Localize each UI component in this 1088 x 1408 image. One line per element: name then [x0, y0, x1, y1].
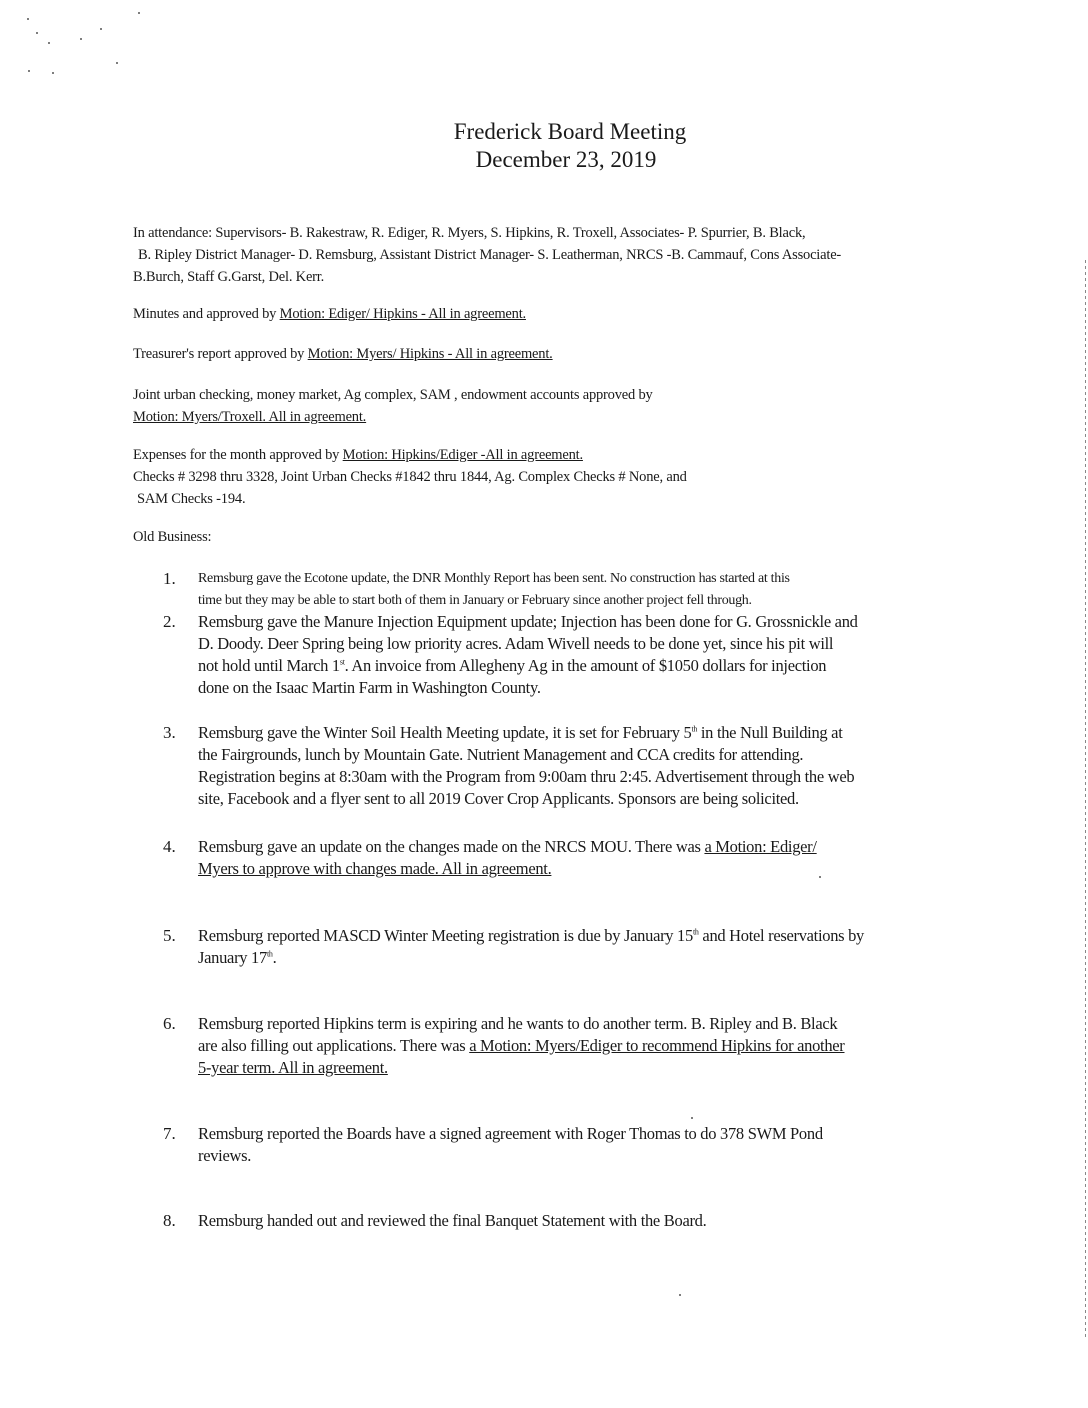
- attendance-line: B. Ripley District Manager- D. Remsburg, Assistant District Manager- S. Leatherman, NRCS -B. Cammauf, Cons Associate-: [138, 247, 842, 263]
- attendance-line: In attendance: Supervisors- B. Rakestraw, R. Ediger, R. Myers, S. Hipkins, R. Troxell, Associates- P. Spurrier, B. Black,: [133, 225, 806, 241]
- treasurer-text: Treasurer's report approved by: [133, 346, 308, 362]
- item-text: [198, 1210, 1018, 1232]
- speck: [116, 62, 118, 64]
- item-number: 2.: [163, 612, 176, 631]
- speck: [691, 1117, 693, 1119]
- item-text: [198, 722, 1018, 810]
- item-line-text: are also filling out applications. There was: [198, 1036, 470, 1055]
- item-line: the Fairgrounds, lunch by Mountain Gate. Nutrient Management and CCA credits for attending.: [198, 745, 804, 764]
- item-line: Remsburg handed out and reviewed the final Banquet Statement with the Board.: [198, 1211, 707, 1230]
- expenses-paragraph: [133, 444, 1013, 510]
- ordinal-suffix: th: [266, 949, 273, 959]
- item-line: done on the Isaac Martin Farm in Washington County.: [198, 678, 541, 697]
- item-line-text: Remsburg gave an update on the changes made on the NRCS MOU. There was: [198, 837, 705, 856]
- item-text: [198, 1123, 1018, 1167]
- item-line: Remsburg gave the Ecotone update, the DNR Monthly Report has been sent. No construction has started at this: [198, 571, 790, 586]
- ordinal-suffix: st: [339, 657, 345, 667]
- item-line: [198, 836, 1018, 858]
- speck: [138, 12, 140, 14]
- item-line: Remsburg reported the Boards have a signed agreement with Roger Thomas to do 378 SWM Pond: [198, 1124, 823, 1143]
- item-number: 1.: [163, 569, 176, 588]
- item-line: D. Doody. Deer Spring being low priority acres. Adam Wivell needs to be done yet, since his pit will: [198, 634, 834, 653]
- item-text: [198, 925, 1018, 969]
- item-text: [198, 568, 1018, 612]
- motion-text: 5-year term. All in agreement.: [198, 1058, 388, 1077]
- expenses-line: [133, 444, 1013, 466]
- item-line-text: not hold until March 1: [198, 656, 340, 675]
- minutes-line: [133, 303, 1013, 325]
- speck: [36, 32, 38, 34]
- treasurer-motion: Motion: Myers/ Hipkins - All in agreement.: [307, 346, 553, 362]
- expenses-sam: SAM Checks -194.: [137, 491, 246, 507]
- treasurer-paragraph: [133, 343, 1013, 365]
- item-text: [198, 836, 1018, 880]
- item-number: 8.: [163, 1211, 176, 1230]
- treasurer-line: [133, 343, 1013, 365]
- item-text: [198, 611, 1018, 699]
- item-line-text: and Hotel reservations by: [698, 926, 864, 945]
- item-line-text: .: [272, 948, 277, 967]
- minutes-motion: Motion: Ediger/ Hipkins - All in agreement.: [279, 306, 526, 322]
- item-line: [198, 1035, 1018, 1057]
- item-line: time but they may be able to start both of them in January or February since another project fell through.: [198, 593, 752, 608]
- speck: [28, 70, 30, 72]
- expenses-motion: Motion: Hipkins/Ediger -All in agreement.: [342, 447, 583, 463]
- motion-text: Myers to approve with changes made. All in agreement.: [198, 859, 552, 878]
- item-number: 7.: [163, 1124, 176, 1143]
- item-line-text: January 17: [198, 948, 267, 967]
- ordinal-suffix: th: [691, 724, 698, 734]
- item-line: Remsburg reported Hipkins term is expiring and he wants to do another term. B. Ripley and B. Black: [198, 1014, 838, 1033]
- accounts-paragraph: [133, 384, 1013, 428]
- item-line-text: Remsburg gave the Winter Soil Health Meeting update, it is set for February 5: [198, 723, 692, 742]
- minutes-text: Minutes and approved by: [133, 306, 280, 322]
- item-line: reviews.: [198, 1146, 252, 1165]
- item-line: Remsburg gave the Manure Injection Equipment update; Injection has been done for G. Grossnickle and: [198, 612, 858, 631]
- scan-edge: [1085, 260, 1086, 1340]
- motion-text: a Motion: Myers/Ediger to recommend Hipkins for another: [469, 1036, 845, 1055]
- item-line-text: . An invoice from Allegheny Ag in the amount of $1050 dollars for injection: [344, 656, 827, 675]
- item-line: [198, 925, 1018, 947]
- attendance-paragraph: [133, 222, 1013, 288]
- page-title: Frederick Board Meeting: [453, 119, 687, 144]
- meeting-date: December 23, 2019: [475, 147, 657, 172]
- ordinal-suffix: th: [692, 927, 699, 937]
- item-line: [198, 722, 1018, 744]
- item-line: site, Facebook and a flyer sent to all 2019 Cover Crop Applicants. Sponsors are being solicited.: [198, 789, 799, 808]
- item-line: Registration begins at 8:30am with the Program from 9:00am thru 2:45. Advertisement through the web: [198, 767, 855, 786]
- motion-text: a Motion: Ediger/: [704, 837, 817, 856]
- speck: [100, 28, 102, 30]
- item-line-text: in the Null Building at: [697, 723, 843, 742]
- old-business-heading: Old Business:: [133, 529, 212, 545]
- accounts-motion: Motion: Myers/Troxell. All in agreement.: [133, 409, 367, 425]
- speck: [27, 18, 29, 20]
- speck: [679, 1294, 681, 1296]
- item-number: 5.: [163, 926, 176, 945]
- item-number: 3.: [163, 723, 176, 742]
- accounts-line: Joint urban checking, money market, Ag complex, SAM , endowment accounts approved by: [133, 387, 653, 403]
- speck: [48, 42, 50, 44]
- item-line-text: Remsburg reported MASCD Winter Meeting registration is due by January 15: [198, 926, 693, 945]
- item-text: [198, 1013, 1018, 1079]
- attendance-line: B.Burch, Staff G.Garst, Del. Kerr.: [133, 269, 325, 285]
- item-line: [198, 947, 1018, 969]
- minutes-paragraph: [133, 303, 1013, 325]
- speck: [52, 72, 54, 74]
- item-line: [198, 655, 1018, 677]
- expenses-text: Expenses for the month approved by: [133, 447, 343, 463]
- speck: [80, 38, 82, 40]
- item-number: 4.: [163, 837, 176, 856]
- expenses-checks: Checks # 3298 thru 3328, Joint Urban Checks #1842 thru 1844, Ag. Complex Checks # None, and: [133, 469, 687, 485]
- item-number: 6.: [163, 1014, 176, 1033]
